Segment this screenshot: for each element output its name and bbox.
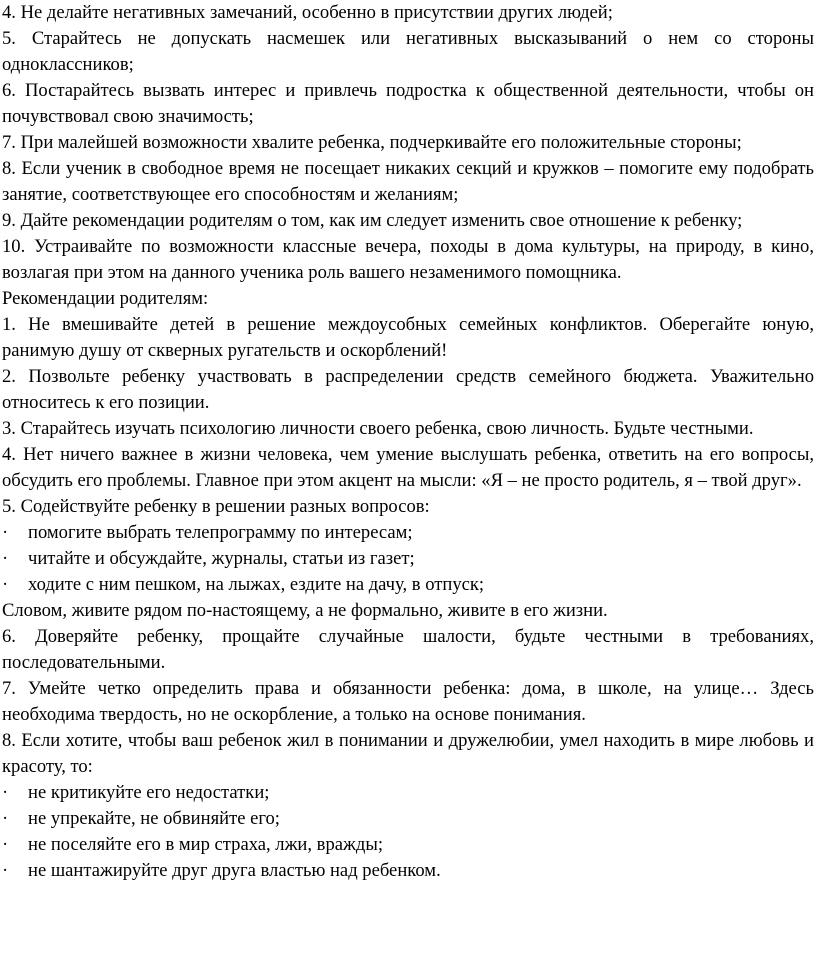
paragraph: 8. Если хотите, чтобы ваш ребенок жил в понимании и дружелюбии, умел находить в мире любовь и красоту, то: [2,730,814,777]
bullet-item [2,572,814,598]
bullet-marker: · [2,548,9,569]
paragraph: 6. Доверяйте ребенку, прощайте случайные шалости, будьте честными в требованиях, последовательными. [2,626,814,673]
bullet-item [2,780,814,806]
bullet-marker: · [2,782,9,803]
bullet-text: читайте и обсуждайте, журналы, статьи из газет; [28,548,415,569]
bullet-item [2,520,814,546]
bullet-marker: · [2,808,9,829]
bullet-marker: · [2,522,9,543]
bullet-marker: · [2,834,9,855]
paragraph: 4. Нет ничего важнее в жизни человека, чем умение выслушать ребенка, ответить на его вопросы, обсудить его проблемы. Главное при этом акцент на мысли: «Я – не просто родитель, я – твой друг». [2,444,814,491]
bullet-item [2,858,814,884]
paragraph: 8. Если ученик в свободное время не посещает никаких секций и кружков – помогите ему подобрать занятие, соответствующее его способностям и желаниям; [2,158,814,205]
section-heading: Рекомендации родителям: [2,288,209,309]
paragraph: 5. Старайтесь не допускать насмешек или негативных высказываний о нем со стороны одноклассников; [2,28,814,75]
bullet-text: не упрекайте, не обвиняйте его; [28,808,280,829]
paragraph: 5. Содействуйте ребенку в решении разных вопросов: [2,496,430,517]
bullet-marker: · [2,860,9,881]
bullet-text: не поселяйте его в мир страха, лжи, вражды; [28,834,383,855]
bullet-item [2,546,814,572]
paragraph: 9. Дайте рекомендации родителям о том, как им следует изменить свое отношение к ребенку; [2,210,743,231]
paragraph: 10. Устраивайте по возможности классные вечера, походы в дома культуры, на природу, в кино, возлагая при этом на данного ученика роль вашего незаменимого помощника. [2,236,814,283]
paragraph: Словом, живите рядом по-настоящему, а не формально, живите в его жизни. [2,600,608,621]
bullet-marker: · [2,574,9,595]
paragraph: 1. Не вмешивайте детей в решение междоусобных семейных конфликтов. Оберегайте юную, ранимую душу от скверных ругательств и оскорблений! [2,314,814,361]
paragraph: 7. Умейте четко определить права и обязанности ребенка: дома, в школе, на улице… Здесь необходима твердость, но не оскорбление, а только на основе понимания. [2,678,814,725]
paragraph: 3. Старайтесь изучать психологию личности своего ребенка, свою личность. Будьте честными. [2,418,754,439]
bullet-text: помогите выбрать телепрограмму по интересам; [28,522,413,543]
bullet-text: не шантажируйте друг друга властью над ребенком. [28,860,441,881]
paragraph: 6. Постарайтесь вызвать интерес и привлечь подростка к общественной деятельности, чтобы он почувствовал свою значимость; [2,80,814,127]
paragraph: 7. При малейшей возможности хвалите ребенка, подчеркивайте его положительные стороны; [2,132,742,153]
paragraph: 2. Позвольте ребенку участвовать в распределении средств семейного бюджета. Уважительно относитесь к его позиции. [2,366,814,413]
paragraph: 4. Не делайте негативных замечаний, особенно в присутствии других людей; [2,2,613,23]
bullet-text: ходите с ним пешком, на лыжах, ездите на дачу, в отпуск; [28,574,485,595]
bullet-text: не критикуйте его недостатки; [28,782,270,803]
bullet-item [2,832,814,858]
bullet-item [2,806,814,832]
